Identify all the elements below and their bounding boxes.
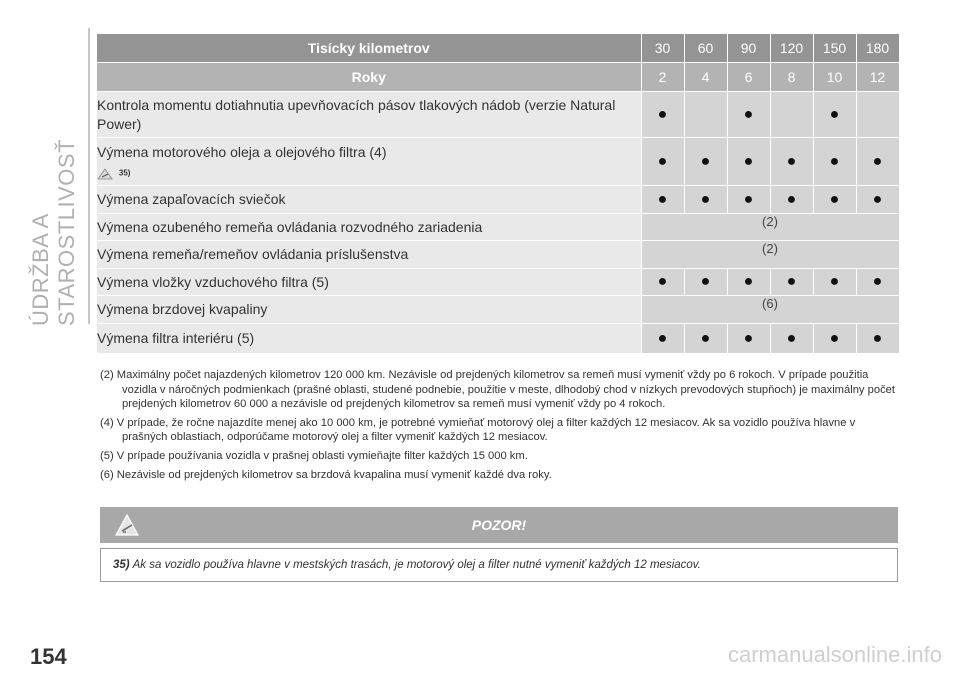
warning-header — [100, 507, 898, 543]
footnote: (4) V prípade, že ročne najazdíte menej ako 10 000 km, je potrebné vymieňať motorový olej a filter každých 12 mesiacov. Ak sa vozidlo používa hlavne v prašných oblastiach, odporúčame motorový olej a filter vymeniť každých 12 mesiacov. — [100, 416, 856, 444]
interval-mark: ● — [727, 138, 770, 186]
row-label: Výmena motorového oleja a olejového filtra (4) — [97, 144, 387, 161]
row-label: Výmena brzdovej kvapaliny — [97, 296, 641, 324]
footnote: (2) Maximálny počet najazdených kilometrov 120 000 km. Nezávisle od prejdených kilometrov sa remeň musí vymeniť vždy po 6 rokoch. V prípade použitia vozidla v náročných podmienkach (prašné oblasti, studené podnebie, použitie v meste, dlhodobý chod v nízkych prevodových stupňoch) je maximálny počet prejdených kilometrov 60 000 a nezávisle od prejdených kilometrov sa remeň musí vymeniť vždy po 4 rokoch. — [100, 369, 895, 411]
row-label: Kontrola momentu dotiahnutia upevňovacích pásov tlakových nádob (verzie Natural Power) — [97, 92, 641, 138]
row-label: Výmena vložky vzduchového filtra (5) — [97, 269, 641, 296]
interval-mark: ● — [813, 92, 856, 138]
interval-mark: ● — [727, 92, 770, 138]
section-title: ÚDRŽBA A STAROSTLIVOSŤ — [28, 138, 79, 326]
interval-mark: ● — [856, 138, 899, 186]
interval-mark: ● — [856, 324, 899, 354]
table-row — [97, 241, 899, 269]
interval-mark — [684, 92, 727, 138]
interval-mark: ● — [813, 186, 856, 214]
table-row — [97, 186, 899, 214]
header-year-cell: 6 — [727, 63, 770, 92]
header-years-label: Roky — [97, 63, 641, 92]
interval-mark: ● — [856, 186, 899, 214]
warning-body — [100, 548, 898, 582]
header-km-cell: 150 — [813, 34, 856, 63]
header-year-cell: 12 — [856, 63, 899, 92]
warning-triangle-icon — [97, 168, 113, 180]
interval-mark: ● — [770, 324, 813, 354]
header-year-cell: 4 — [684, 63, 727, 92]
section-rule — [88, 28, 90, 324]
interval-mark: ● — [641, 138, 684, 186]
interval-mark: ● — [727, 324, 770, 354]
interval-mark: ● — [641, 324, 684, 354]
interval-note: (6) — [641, 296, 899, 324]
row-label: Výmena zapaľovacích sviečok — [97, 186, 641, 214]
interval-mark: ● — [727, 269, 770, 296]
table-row — [97, 296, 899, 324]
maintenance-schedule-table — [97, 34, 900, 354]
interval-mark: ● — [641, 186, 684, 214]
header-year-cell: 8 — [770, 63, 813, 92]
watermark: carmanualsonline.info — [727, 642, 942, 667]
footnotes — [100, 368, 900, 486]
header-row-years — [97, 63, 899, 92]
header-km-cell: 120 — [770, 34, 813, 63]
interval-mark — [856, 92, 899, 138]
table-row — [97, 138, 899, 186]
header-row-km — [97, 34, 899, 63]
interval-mark: ● — [684, 324, 727, 354]
header-year-cell: 2 — [641, 63, 684, 92]
interval-mark: ● — [641, 269, 684, 296]
row-label: Výmena ozubeného remeňa ovládania rozvodného zariadenia — [97, 214, 641, 241]
footnote: (6) Nezávisle od prejdených kilometrov sa brzdová kvapalina musí vymeniť každé dva roky. — [100, 468, 552, 481]
interval-mark: ● — [770, 269, 813, 296]
footnote: (5) V prípade používania vozidla v prašnej oblasti vymieňajte filter každých 15 000 km. — [100, 449, 528, 462]
interval-mark: ● — [856, 269, 899, 296]
interval-mark: ● — [684, 138, 727, 186]
header-km-cell: 180 — [856, 34, 899, 63]
interval-note: (2) — [641, 214, 899, 241]
table-row — [97, 92, 899, 138]
interval-note: (2) — [641, 241, 899, 269]
interval-mark: ● — [770, 186, 813, 214]
warning-title: POZOR! — [471, 517, 527, 533]
interval-mark: ● — [727, 186, 770, 214]
row-reference — [97, 166, 641, 179]
header-km-cell: 60 — [684, 34, 727, 63]
row-label-cell — [97, 138, 641, 186]
row-label: Výmena filtra interiéru (5) — [97, 324, 641, 354]
row-label: Výmena remeňa/remeňov ovládania príslušenstva — [97, 241, 641, 269]
interval-mark — [770, 92, 813, 138]
header-km-cell: 90 — [727, 34, 770, 63]
page-number: 154 — [30, 644, 67, 669]
table-row — [97, 324, 899, 354]
interval-mark: ● — [813, 324, 856, 354]
warning-text: Ak sa vozidlo používa hlavne v mestských trasách, je motorový olej a filter nutné vymeniť každých 12 mesiacov. — [132, 559, 701, 571]
interval-mark: ● — [641, 92, 684, 138]
interval-mark: ● — [770, 138, 813, 186]
interval-mark: ● — [813, 269, 856, 296]
interval-mark: ● — [684, 269, 727, 296]
table-row — [97, 269, 899, 296]
reference-number: 35) — [118, 168, 131, 178]
header-year-cell: 10 — [813, 63, 856, 92]
warning-reference: 35) — [113, 559, 130, 571]
header-km-label: Tisícky kilometrov — [97, 34, 641, 63]
interval-mark: ● — [684, 186, 727, 214]
table-row — [97, 214, 899, 241]
header-km-cell: 30 — [641, 34, 684, 63]
interval-mark: ● — [813, 138, 856, 186]
